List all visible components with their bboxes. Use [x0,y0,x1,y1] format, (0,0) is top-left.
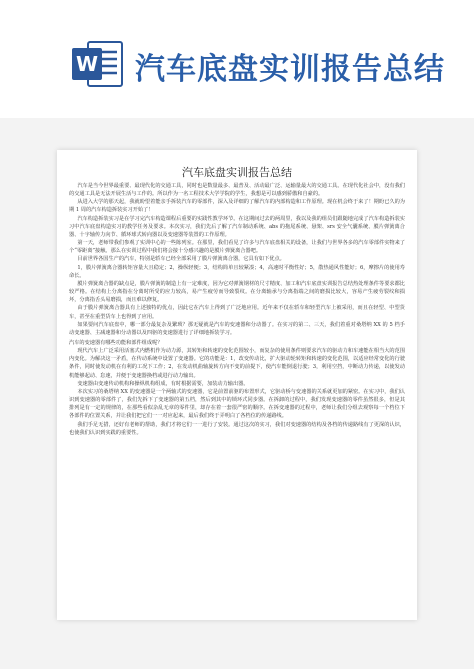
paragraph: 我们手足无措，还好有老师的帮助，我们才将它们一一进行了安装。通过这次的实习，我们对变速器的结构及各档的传递路线有了更深的认识，也使我们认识到实践的重要性。 [69,421,405,436]
paragraph: 1，膜片弹簧离合器转矩容量大且稳定；2，操纵轻便；3，结构简单且较紧凑；4，高速时平衡性好；5，散热通风性能好；6，摩擦片的使用寿命长。 [69,264,405,279]
banner-title: 汽车底盘实训报告总结 [135,52,445,87]
document-page [57,150,417,620]
paragraph: 如果要问汽车底盘中，哪一部分最复杂及繁琐？那无疑就是汽车的变速器和分动器了。在实习的第二、三天，我们着重对桑塔纳 XX 的 5 档手动变速器、主减速器和分动器以及四驱的变速器进行了详细地拆装学习。 [69,321,405,336]
document-body [69,182,405,437]
word-document-icon [70,38,126,90]
paragraph: 由于膜片弹簧离合器具有上述独特的优点，因此它在汽车上得到了广泛地应用。近年来不仅在轿车和轻型汽车上被采用，而且在轻型、中型货车，甚至在重型货车上也得到了应用。 [69,305,405,320]
document-title: 汽车底盘实训报告总结 [182,166,292,179]
paragraph: 目前世界各国生产的汽车，特别是轿车已经全部采用了膜片弹簧离合器，它具有如下优点。 [77,256,285,263]
section-heading: 汽车的变速器有哪些功能和部件组成呢？ [69,339,163,346]
paragraph: 汽车是当今世界最重要、最现代化的交通工具，同时也是数量最多、最普及、活动最广泛、运输量最大的交通工具。在现代化社会中，没有我们的交通工具是无法开展生活与工作的。所以作为一名工程技术大学学院的学生，我想是可以感到骄傲和自豪的。 [69,183,405,198]
paragraph: 膜片弹簧离合器的缺点是，膜片弹簧的制造上有一定难度，因为它对弹簧钢材的尺寸精度、加工和汽车底盘实训报告总结热处理条件等要求都比较严格。在结构上分离指在分离时所受的应力较高，易产生疲劳而导致裂纹。在分离轴承与分离指端之间的磨损比较大，容易产生疲劳裂纹和损坏，分离指舌头易磨损，而且难以修复。 [69,280,405,304]
paragraph: 变速器由变速传动机构和操纵机构组成，有时根据需要，加装动力输出器。 [77,380,249,387]
paragraph: 汽车构造拆装实习是在学习完汽车构造课程后重要的实践性教学环节。在这期间过去的两周里，我以及我的组员们跟随地完成了汽车构造拆装实习中汽车底盘构造实习的教学任务及要求。本次实习，我们先后了解了汽车制动系统、abs 的拖尾系统、悬架、srs 安全气囊系统、膜片弹簧离合器、十字轴传力向节、循环球式转向器以及变速器等装置的工作原理。 [69,215,405,238]
paragraph: 从进入大学的那天起，我就盼望着能亲手拆装汽车的零部件，深入及详细的了解汽车的内部构造和工作原理。现在机会终于来了！期盼已久的为期 1 周的汽车构造拆装实习开始了！ [69,199,405,214]
icon-letter: W [75,52,99,76]
paragraph: 现代汽车上广泛采用活塞式内燃机作为动力源，其转矩和转速的变化范围较小，而复杂的使用条件则要求汽车的驱动力和车速能在相当大的范围内变化。为解决这一矛盾，在传动系统中设置了变速器。它的功能是：1，改变传动比，扩大驱动轮转矩和转速的变化范围，以适应经常变化的行驶条件，同时使发动机在有利的工况下工作；2，在发动机曲轴旋转方向不变的前提下，使汽车能倒退行驶；3，利用空挡，中断动力传递，以使发动机能够起动、怠速，并便于变速器换档或进行动力输出。 [69,348,405,379]
paragraph: 第一天，老师带我们参观了实训中心的一些陈列室。在那里，我们看见了许多与汽车底盘相关的设备，让我们与世界各多的汽车零部件实物来了个“零距离”接触。那么在实训过程中我们将会接十分感兴趣的是膜片弹簧离合器吧。 [69,240,405,255]
title-banner [0,0,474,118]
paragraph: 本次实习的桑塔纳 XX 的变速器是一个两轴式的变速器，它是前置前驱的布置形式，它驱动桥与变速器的关系就更加的紧密。在实习中，我们认识到变速器的零部件了，我们先拆下了变速器的第五档，然后到其中的锁环式同步器。在拆卸的过程中，我们发现变速器的零件虽然很多，但是其排列是有一定的规律的，在那些看似杂乱无章的零件里，却存在着一套很严密的顺序。在拆变速器的过程中，老师让我们分组去观察每一个档位下各部件的位置关系，并让我们把它们一一对应起来，最后我们终于弄明白了各档位的传递路线。 [69,388,405,420]
